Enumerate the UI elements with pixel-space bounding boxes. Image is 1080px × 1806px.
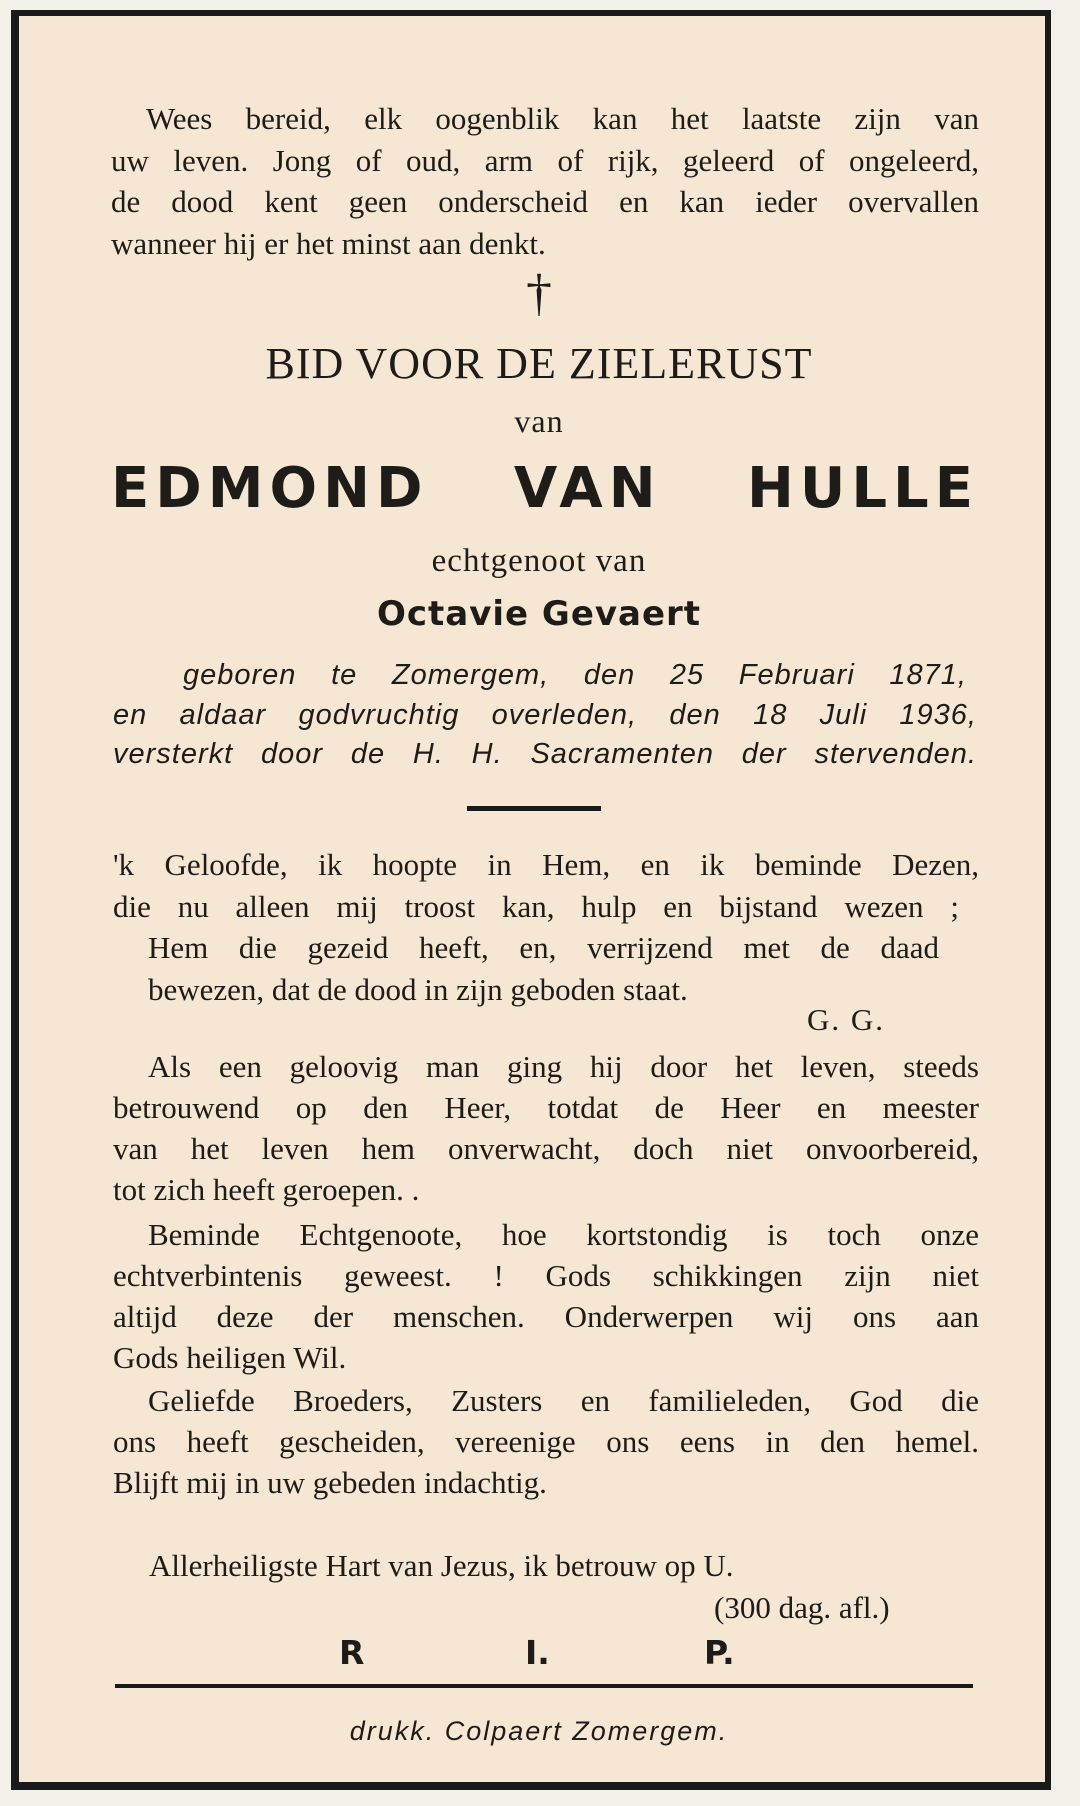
- intro-paragraph: [111, 98, 979, 264]
- intro-line: de dood kent geen onderscheid en kan ieder overvallen: [111, 184, 979, 219]
- paragraph-spouse: [113, 1214, 979, 1378]
- paragraph-line: betrouwend op den Heer, totdat de Heer en meester: [113, 1090, 979, 1125]
- paragraph-family: [113, 1380, 979, 1503]
- van-label: van: [514, 403, 564, 439]
- spouse-label: echtgenoot van: [431, 543, 647, 579]
- rip-letter-i: I.: [525, 1633, 550, 1672]
- intro-line: wanneer hij er het minst aan denkt.: [111, 225, 546, 261]
- poem-line: 'k Geloofde, ik hoopte in Hem, en ik beminde Dezen,: [113, 847, 979, 882]
- birth-line: geboren te Zomergem, den 25 Februari 1871,: [183, 659, 967, 691]
- poem: [113, 844, 979, 1010]
- paragraph-line: echtverbintenis geweest. ! Gods schikkingen zijn niet: [113, 1258, 979, 1293]
- invocation: Allerheiligste Hart van Jezus, ik betrouw op U.: [149, 1548, 734, 1583]
- paragraph-line: tot zich heeft geroepen. .: [113, 1172, 420, 1207]
- poem-line: Hem die gezeid heeft, en, verrijzend met de daad: [148, 930, 939, 965]
- deceased-name: EDMOND VAN HULLE: [111, 456, 979, 521]
- poem-line: die nu alleen mij troost kan, hulp en bijstand wezen ;: [113, 888, 959, 924]
- paragraph-line: Als een geloovig man ging hij door het leven, steeds: [148, 1049, 979, 1084]
- divider: [467, 806, 601, 811]
- spouse-name: Octavie Gevaert: [376, 594, 702, 634]
- paragraph-line: altijd deze der menschen. Onderwerpen wij ons aan: [113, 1299, 979, 1334]
- paragraph-line: Blijft mij in uw gebeden indachtig.: [113, 1465, 547, 1500]
- paragraph-line: ons heeft gescheiden, vereenige ons eens in den hemel.: [113, 1424, 979, 1459]
- rip-letter-r: R: [339, 1633, 365, 1672]
- prayer-heading: BID VOOR DE ZIELERUST: [265, 339, 813, 388]
- intro-line: uw leven. Jong of oud, arm of rijk, geleerd of ongeleerd,: [111, 142, 979, 178]
- printer-credit: drukk. Colpaert Zomergem.: [349, 1716, 729, 1746]
- paragraph-line: van het leven hem onverwacht, doch niet onvoorbereid,: [113, 1131, 979, 1166]
- death-line: en aldaar godvruchtig overleden, den 18 Juli 1936,: [113, 698, 977, 731]
- sacraments-line: versterkt door de H. H. Sacramenten der stervenden.: [113, 738, 977, 770]
- footer-rule: [115, 1684, 973, 1688]
- paragraph-line: Geliefde Broeders, Zusters en familieleden, God die: [148, 1383, 979, 1418]
- paragraph-line: Beminde Echtgenoote, hoe kortstondig is toch onze: [148, 1217, 979, 1252]
- intro-line: Wees bereid, elk oogenblik kan het laatste zijn van: [146, 101, 979, 136]
- poem-line: bewezen, dat de dood in zijn geboden staat.: [148, 971, 688, 1007]
- cross-icon: †: [526, 265, 552, 322]
- birth-death-details: [113, 656, 977, 775]
- rip-letter-p: P.: [704, 1633, 735, 1672]
- paragraph-line: Gods heiligen Wil.: [113, 1340, 347, 1375]
- memorial-card: [11, 10, 1051, 1790]
- poem-signature: G. G.: [807, 1002, 886, 1037]
- paragraph-character: [113, 1046, 979, 1210]
- indulgence: (300 dag. afl.): [714, 1590, 890, 1625]
